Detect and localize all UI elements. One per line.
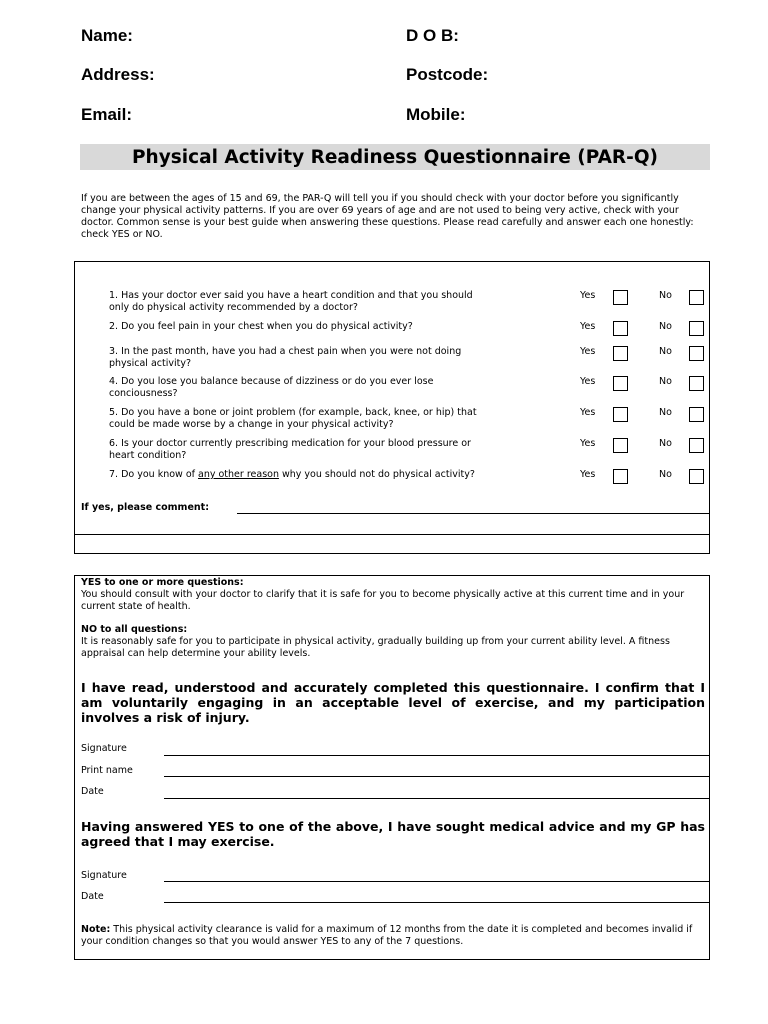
q5-yes-checkbox[interactable]: [613, 407, 628, 422]
q4-yes-checkbox[interactable]: [613, 376, 628, 391]
q2-no-checkbox[interactable]: [689, 321, 704, 336]
print-name-label: Print name: [81, 765, 133, 776]
mobile-label: Mobile:: [406, 105, 466, 124]
no-label: No: [659, 346, 672, 357]
no-label: No: [659, 469, 672, 480]
gp-signature-label: Signature: [81, 870, 127, 881]
no-text: It is reasonably safe for you to participate in physical activity, gradually building up from your current ability level. A fitness appraisal can help determine your ability levels.: [81, 636, 670, 659]
question-6: 6. Is your doctor currently prescribing medication for your blood pressure or heart condition?: [109, 438, 471, 461]
q7-no-checkbox[interactable]: [689, 469, 704, 484]
page-title: Physical Activity Readiness Questionnaire (PAR-Q): [80, 144, 710, 170]
yes-text: You should consult with your doctor to clarify that it is safe for you to become physically active at this current time and in your current state of health.: [81, 589, 685, 612]
q1-no-checkbox[interactable]: [689, 290, 704, 305]
postcode-label: Postcode:: [406, 65, 489, 84]
q3-no-checkbox[interactable]: [689, 346, 704, 361]
yes-label: Yes: [580, 469, 596, 480]
note-text: [81, 924, 705, 948]
yes-label: Yes: [580, 376, 596, 387]
gp-date-line[interactable]: [164, 902, 709, 903]
no-label: No: [659, 321, 672, 332]
q2-yes-checkbox[interactable]: [613, 321, 628, 336]
q6-no-checkbox[interactable]: [689, 438, 704, 453]
no-heading: NO to all questions:: [81, 624, 188, 635]
gp-declaration-text: Having answered YES to one of the above, I have sought medical advice and my GP has agreed that I may exercise.: [81, 819, 705, 849]
name-label: Name:: [81, 26, 133, 45]
gp-signature-line[interactable]: [164, 881, 709, 882]
yes-heading: YES to one or more questions:: [81, 577, 244, 588]
date-label: Date: [81, 786, 104, 797]
comment-line-1[interactable]: [237, 513, 709, 514]
question-7: [109, 469, 489, 481]
question-3: 3. In the past month, have you had a chest pain when you were not doing physical activity?: [109, 346, 462, 369]
comment-line-2[interactable]: [75, 534, 709, 535]
q3-yes-checkbox[interactable]: [613, 346, 628, 361]
yes-label: Yes: [580, 321, 596, 332]
question-5: 5. Do you have a bone or joint problem (for example, back, knee, or hip) that could be made worse by a change in your physical activity?: [109, 407, 477, 430]
question-4: 4. Do you lose you balance because of dizziness or do you ever lose conciousness?: [109, 376, 434, 399]
signature-label: Signature: [81, 743, 127, 754]
questions-box: [74, 261, 710, 554]
signature-line[interactable]: [164, 755, 709, 756]
q4-no-checkbox[interactable]: [689, 376, 704, 391]
comment-label: If yes, please comment:: [81, 502, 209, 513]
question-7-text-start: 7. Do you know of: [109, 469, 199, 480]
yes-label: Yes: [580, 290, 596, 301]
yes-label: Yes: [580, 438, 596, 449]
q5-no-checkbox[interactable]: [689, 407, 704, 422]
email-label: Email:: [81, 105, 133, 124]
date-line[interactable]: [164, 798, 709, 799]
declaration-box: [74, 575, 710, 960]
address-label: Address:: [81, 65, 155, 84]
question-1: 1. Has your doctor ever said you have a heart condition and that you should only do physical activity recommended by a doctor?: [109, 290, 473, 313]
print-name-line[interactable]: [164, 776, 709, 777]
note-label: Note:: [81, 924, 111, 935]
q1-yes-checkbox[interactable]: [613, 290, 628, 305]
dob-label: D O B:: [406, 26, 459, 45]
declaration-text: I have read, understood and accurately completed this questionnaire. I confirm that I am voluntarily engaging in an acceptable level of exercise, and my participation involves a risk of injury.: [81, 680, 705, 725]
no-label: No: [659, 376, 672, 387]
q7-yes-checkbox[interactable]: [613, 469, 628, 484]
note-body: This physical activity clearance is valid for a maximum of 12 months from the date it is completed and becomes invalid if your condition changes so that you would answer YES to any of the 7 questions.: [81, 924, 693, 947]
question-7-underlined: any other reason: [198, 469, 279, 480]
no-label: No: [659, 290, 672, 301]
intro-text: If you are between the ages of 15 and 69, the PAR-Q will tell you if you should check with your doctor before you significantly change your physical activity patterns. If you are over 69 years of age and are not used to being very active, check with your doctor. Common sense is your best guide when answering these questions. Please read carefully and answer each one honestly: check YES or NO.: [81, 193, 694, 240]
no-label: No: [659, 438, 672, 449]
yes-label: Yes: [580, 346, 596, 357]
question-2: 2. Do you feel pain in your chest when you do physical activity?: [109, 321, 413, 332]
question-7-text-end: why you should not do physical activity?: [278, 469, 475, 480]
q6-yes-checkbox[interactable]: [613, 438, 628, 453]
gp-date-label: Date: [81, 891, 104, 902]
no-label: No: [659, 407, 672, 418]
yes-label: Yes: [580, 407, 596, 418]
